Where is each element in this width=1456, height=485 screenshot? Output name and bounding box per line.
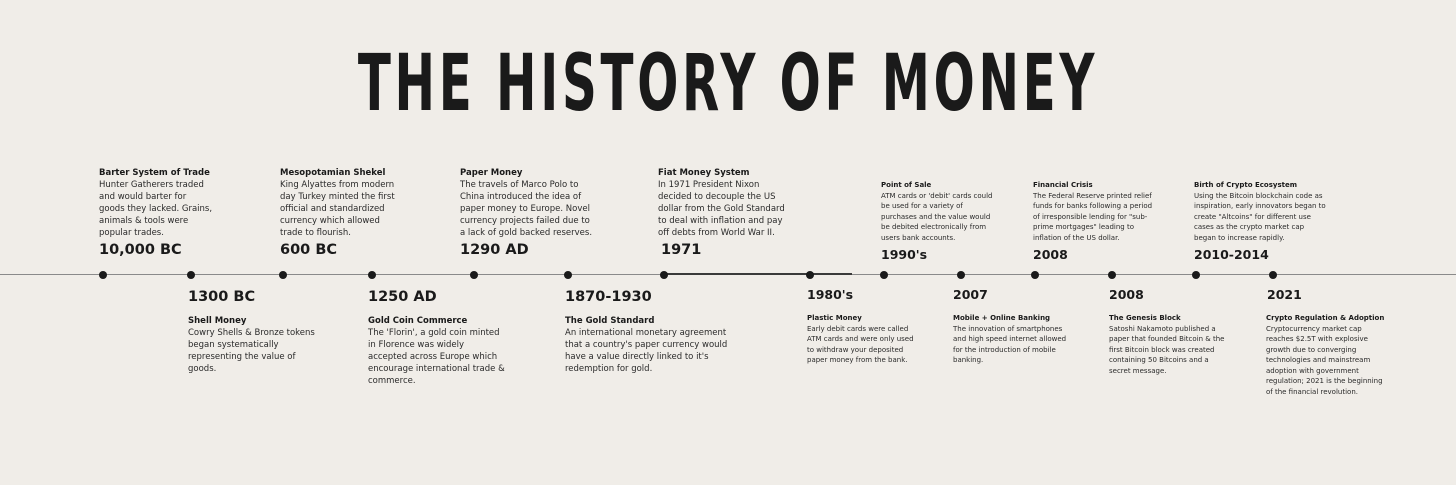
event-text-line: Cowry Shells & Bronze tokens (188, 328, 315, 338)
event-genesis (1109, 313, 1259, 376)
event-text-line: regulation; 2021 is the beginning (1266, 377, 1383, 385)
page-title: THE HISTORY OF MONEY (357, 39, 1099, 129)
event-year: 1290 AD (460, 242, 529, 258)
event-text-line: purchases and the value would (881, 212, 991, 221)
event-text-line: redemption for gold. (565, 364, 653, 374)
event-text-line: popular trades. (99, 228, 164, 238)
event-heading: Financial Crisis (1033, 181, 1093, 189)
event-text-line: adoption with government (1266, 366, 1359, 375)
event-text-line: be used for a variety of (881, 202, 963, 210)
event-heading: Mesopotamian Shekel (280, 168, 386, 178)
event-year: 2021 (1267, 287, 1302, 302)
event-text-line: paper money from the bank. (807, 356, 908, 364)
event-mobile (953, 313, 1098, 366)
event-heading: Gold Coin Commerce (368, 316, 468, 326)
event-text-line: China introduced the idea of (460, 192, 582, 202)
event-text-line: trade to flourish. (280, 228, 351, 238)
event-year: 1971 (661, 242, 702, 258)
timeline-dot-shell (187, 271, 195, 279)
event-text-line: containing 50 Bitcoins and a (1109, 356, 1209, 364)
event-text-line: to withdraw your deposited (807, 345, 904, 354)
event-text-line: users bank accounts. (881, 233, 956, 242)
event-text-line: ATM cards and were only used (807, 335, 914, 343)
event-barter (99, 167, 249, 239)
event-text-line: animals & tools were (99, 216, 189, 226)
event-text-line: decided to decouple the US (658, 192, 776, 202)
event-shell (188, 315, 363, 375)
event-text-line: have a value directly linked to it's (565, 352, 709, 362)
event-text-line: funds for banks following a period (1033, 202, 1153, 210)
event-text-line: of irresponsible lending for "sub- (1033, 212, 1148, 221)
event-text-line: create "Altcoins" for different use (1194, 212, 1311, 221)
timeline-dot-pos (880, 271, 888, 279)
event-text-line: goods. (188, 364, 217, 374)
event-text-line: and would barter for (99, 192, 187, 202)
timeline-dot-ecosystem (1192, 271, 1200, 279)
event-text-line: technologies and mainstream (1266, 356, 1371, 364)
event-text-line: and high speed internet allowed (953, 335, 1067, 343)
event-text-line: An international monetary agreement (565, 328, 727, 338)
event-fiat (658, 167, 838, 239)
event-text-line: of the financial revolution. (1266, 387, 1358, 396)
event-goldstd (565, 315, 770, 375)
event-heading: Birth of Crypto Ecosystem (1194, 181, 1298, 189)
event-heading: Mobile + Online Banking (953, 314, 1051, 322)
event-year: 2008 (1109, 287, 1144, 302)
event-text-line: Satoshi Nakamoto published a (1109, 324, 1216, 333)
event-ecosystem (1194, 180, 1344, 243)
event-plastic (807, 313, 947, 366)
event-text-line: King Alyattes from modern (280, 180, 395, 190)
event-text-line: off debts from World War II. (658, 228, 775, 238)
event-year: 600 BC (280, 242, 338, 258)
event-heading: The Gold Standard (565, 316, 655, 326)
event-paper (460, 167, 640, 239)
event-year: 1300 BC (188, 289, 256, 305)
event-text-line: a lack of gold backed reserves. (460, 228, 593, 238)
event-text-line: ATM cards or 'debit' cards could (881, 191, 993, 200)
event-crisis (1033, 180, 1178, 243)
event-text-line: The Federal Reserve printed relief (1033, 191, 1152, 200)
timeline-dot-plastic (806, 271, 814, 279)
event-text-line: The travels of Marco Polo to (460, 180, 579, 190)
event-text-line: In 1971 President Nixon (658, 180, 760, 190)
event-text-line: Using the Bitcoin blockchain code as (1194, 191, 1323, 200)
event-heading: Plastic Money (807, 314, 862, 322)
event-heading: Point of Sale (881, 181, 932, 189)
event-text-line: currency which allowed (280, 216, 380, 226)
event-text-line: The 'Florin', a gold coin minted (368, 328, 500, 338)
event-text-line: first Bitcoin block was created (1109, 345, 1215, 354)
event-year: 10,000 BC (99, 242, 182, 258)
event-text-line: growth due to converging (1266, 345, 1357, 354)
event-heading: Shell Money (188, 316, 247, 326)
event-text-line: goods they lacked. Grains, (99, 204, 213, 214)
timeline-dot-barter (99, 271, 107, 279)
event-text-line: Early debit cards were called (807, 324, 909, 333)
event-text-line: began systematically (188, 340, 279, 350)
event-heading: Fiat Money System (658, 168, 750, 178)
timeline-dot-paper (470, 271, 478, 279)
event-text-line: paper money to Europe. Novel (460, 204, 590, 214)
timeline-dot-mobile (957, 271, 965, 279)
timeline-dot-shekel (279, 271, 287, 279)
event-pos (881, 180, 1026, 243)
event-text-line: The innovation of smartphones (953, 324, 1063, 333)
event-text-line: dollar from the Gold Standard (658, 204, 785, 214)
event-text-line: accepted across Europe which (368, 352, 498, 362)
event-text-line: secret message. (1109, 366, 1167, 375)
event-regulation (1266, 313, 1416, 397)
event-text-line: began to increase rapidly. (1194, 233, 1285, 242)
event-heading: Crypto Regulation & Adoption (1266, 314, 1385, 322)
event-text-line: inflation of the US dollar. (1033, 233, 1120, 242)
event-year: 2010-2014 (1194, 247, 1269, 262)
event-text-line: paper that founded Bitcoin & the (1109, 335, 1225, 343)
event-text-line: prime mortgages" leading to (1033, 223, 1134, 231)
event-text-line: Cryptocurrency market cap (1266, 324, 1362, 333)
event-year: 1980's (807, 287, 854, 302)
event-text-line: banking. (953, 356, 984, 364)
event-year: 2008 (1033, 247, 1068, 262)
event-year: 2007 (953, 287, 988, 302)
event-text-line: be debited electronically from (881, 223, 987, 231)
event-text-line: for the introduction of mobile (953, 345, 1056, 354)
timeline-dot-goldcoin (368, 271, 376, 279)
event-shekel (280, 167, 440, 239)
event-text-line: official and standardized (280, 204, 385, 214)
event-text-line: Hunter Gatherers traded (99, 180, 204, 190)
event-text-line: encourage international trade & (368, 364, 505, 374)
event-text-line: currency projects failed due to (460, 216, 590, 226)
event-heading: Barter System of Trade (99, 168, 210, 178)
event-text-line: inspiration, early innovators began to (1194, 202, 1326, 210)
timeline-dot-genesis (1108, 271, 1116, 279)
event-text-line: commerce. (368, 376, 416, 386)
timeline-dot-fiat (660, 271, 668, 279)
event-heading: Paper Money (460, 168, 523, 178)
event-text-line: in Florence was widely (368, 340, 465, 350)
event-goldcoin (368, 315, 553, 387)
event-text-line: day Turkey minted the first (280, 192, 395, 202)
event-year: 1870-1930 (565, 289, 652, 305)
event-year: 1990's (881, 247, 928, 262)
event-text-line: that a country's paper currency would (565, 340, 728, 350)
event-heading: The Genesis Block (1109, 314, 1181, 322)
timeline-dot-crisis (1031, 271, 1039, 279)
timeline-dot-regulation (1269, 271, 1277, 279)
event-text-line: cases as the crypto market cap (1194, 223, 1305, 231)
event-text-line: representing the value of (188, 352, 296, 362)
event-text-line: to deal with inflation and pay (658, 216, 783, 226)
event-year: 1250 AD (368, 289, 437, 305)
event-text-line: reaches $2.5T with explosive (1266, 335, 1368, 343)
timeline-dot-goldstd (564, 271, 572, 279)
timeline-axis-highlight (664, 273, 852, 275)
